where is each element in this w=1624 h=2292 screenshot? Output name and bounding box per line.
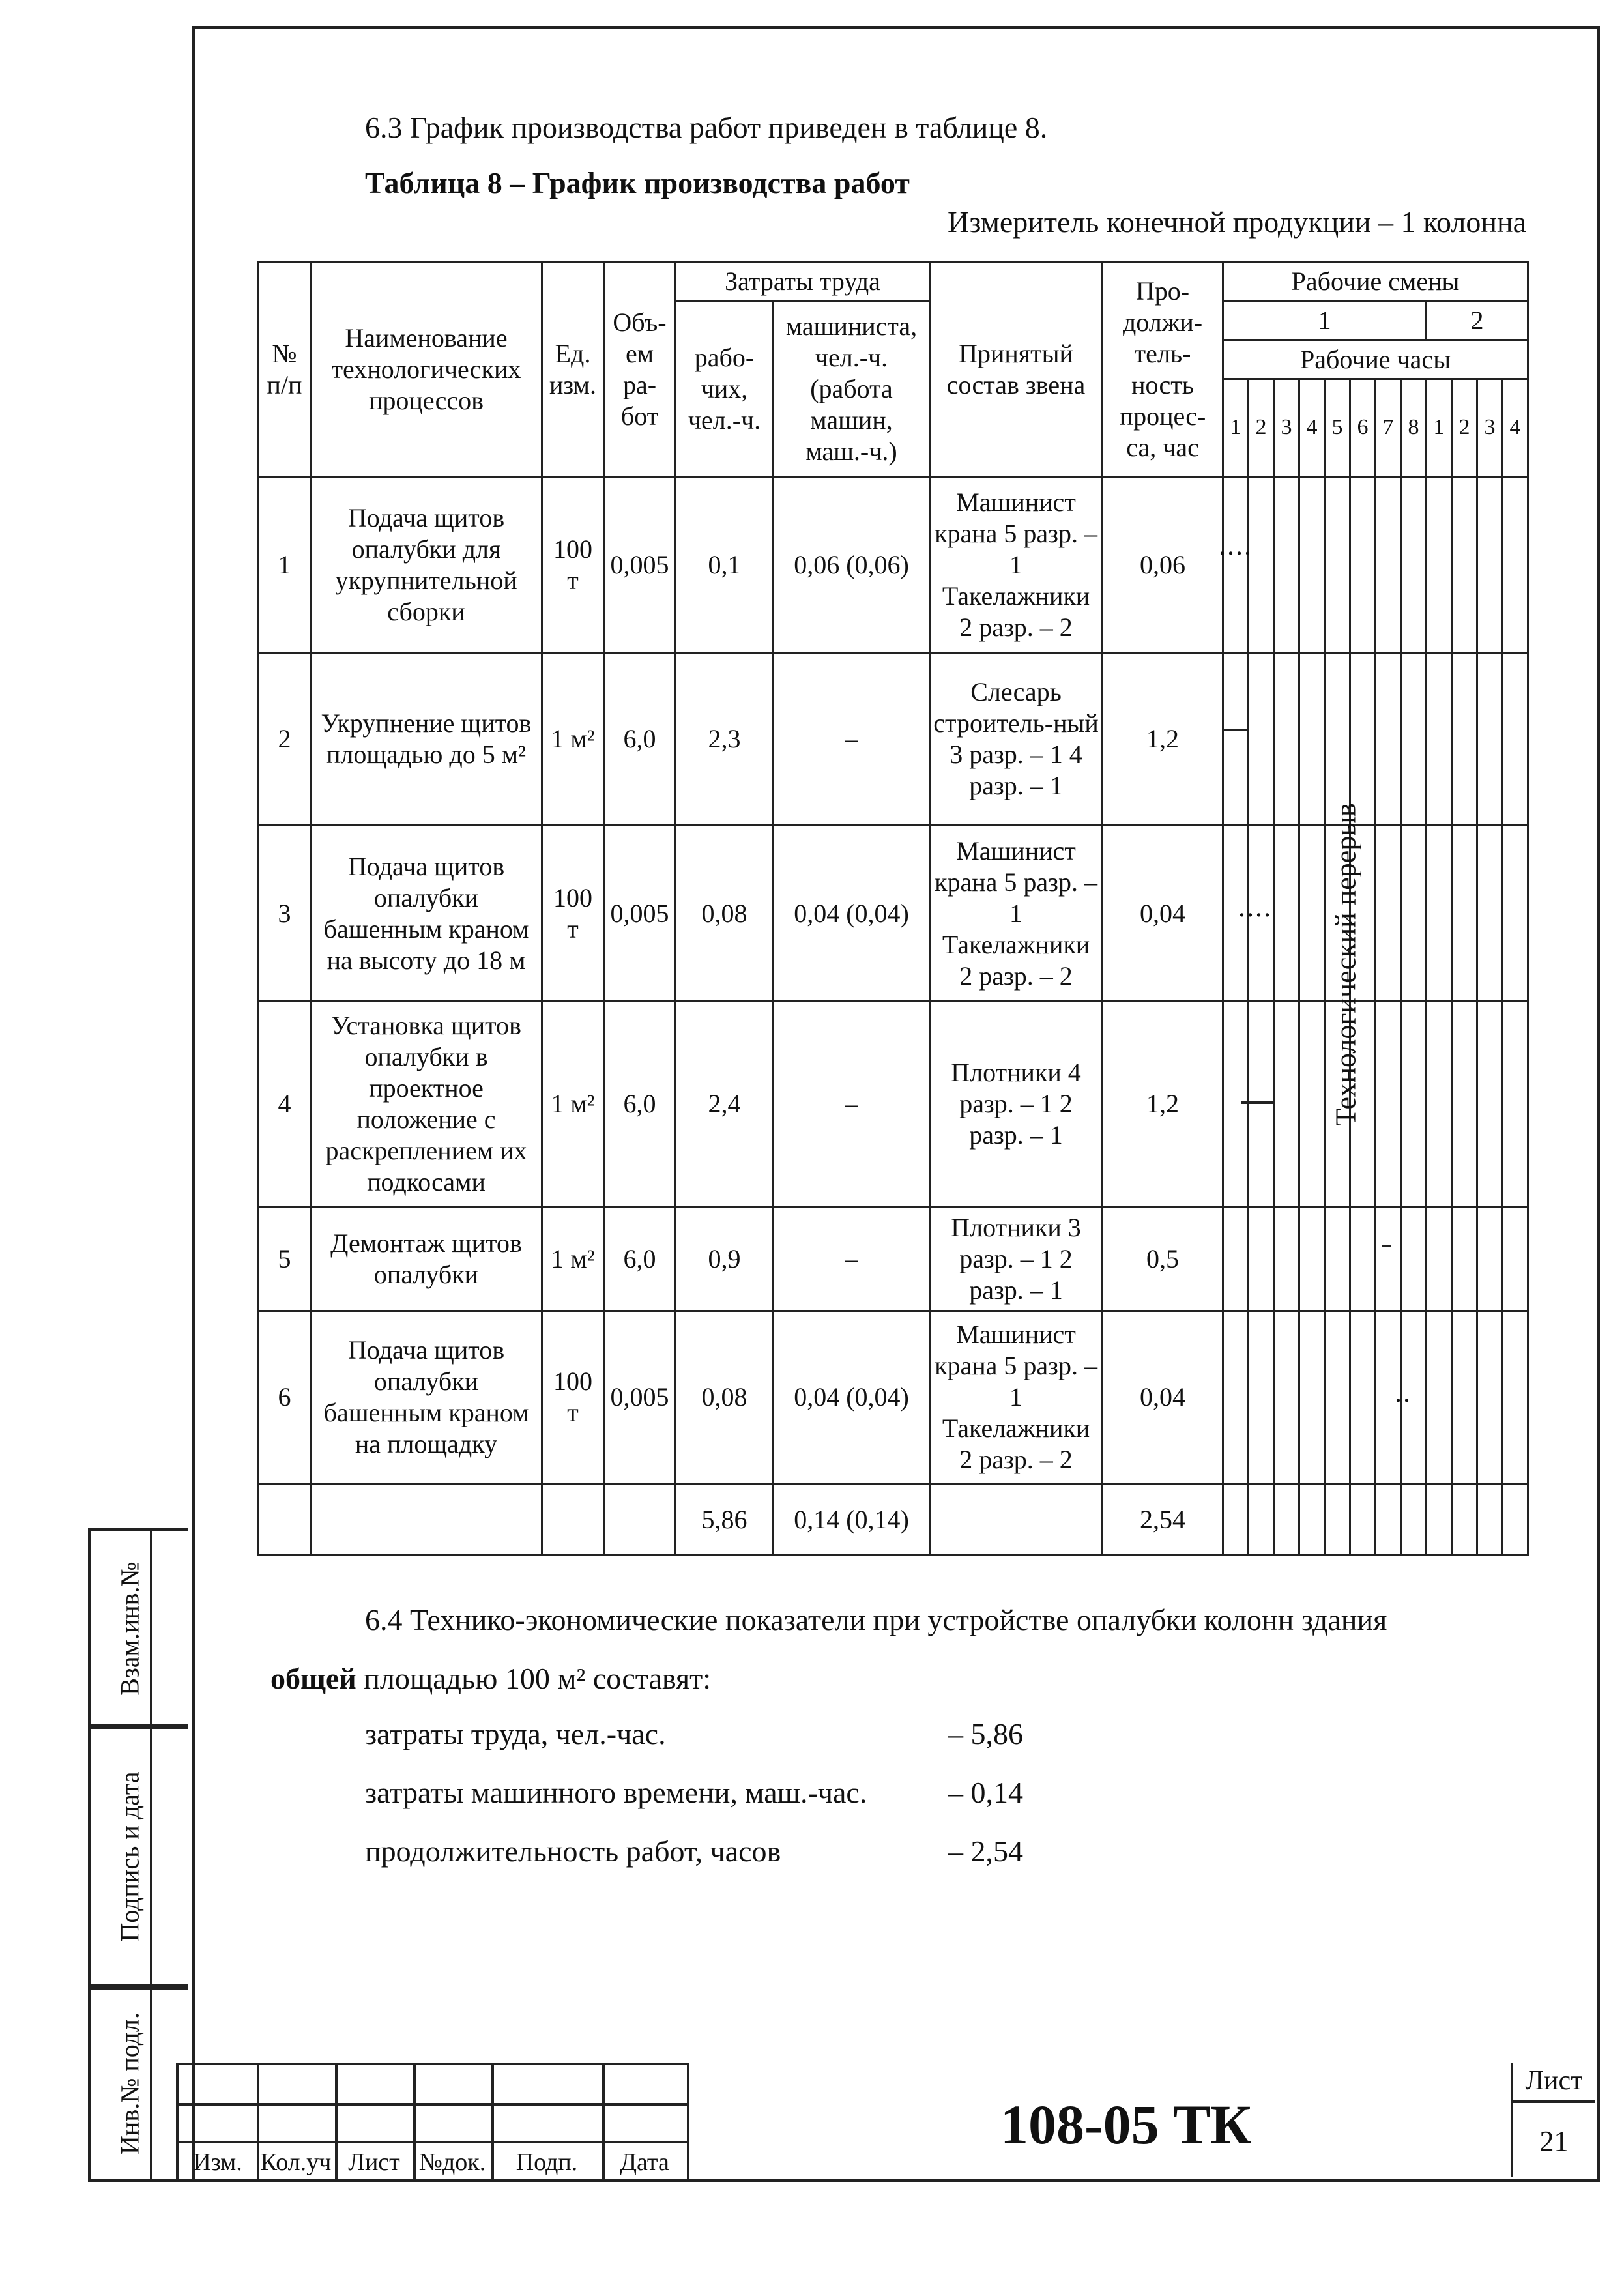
header-name: Наименование технологических процессов [311, 262, 542, 477]
side-label-sign: Подпись и дата [115, 1771, 145, 1942]
header-unit: Ед. изм. [542, 262, 604, 477]
stamp-label: Дата [620, 2149, 669, 2176]
hour-cell [1376, 477, 1401, 653]
volume: 0,005 [604, 477, 676, 653]
hour-cell [1274, 653, 1299, 826]
hour-cell [1401, 477, 1427, 653]
hour-label: 4 [1299, 379, 1325, 477]
hour-cell [1299, 477, 1325, 653]
hour-cell [1401, 826, 1427, 1002]
hour-cell [1299, 826, 1325, 1002]
hour-cell [1401, 1002, 1427, 1207]
hour-cell [1452, 477, 1477, 653]
hour-cell [1427, 1002, 1452, 1207]
hour-cell [1299, 1311, 1325, 1484]
summary-item-value: – 0,14 [948, 1776, 1023, 1809]
header-workers: рабо-чих, чел.-ч. [676, 301, 774, 477]
volume: 6,0 [604, 1002, 676, 1207]
hour-cell [1350, 1311, 1376, 1484]
duration: 0,06 [1103, 477, 1223, 653]
tech-break-label: Технологический перерыв [1329, 803, 1362, 1126]
hour-cell [1477, 826, 1503, 1002]
header-labor: Затраты труда [676, 262, 930, 301]
machinist-hours: – [774, 653, 930, 826]
hour-cell [1249, 653, 1274, 826]
stamp-label: Кол.уч [260, 2149, 332, 2176]
hour-cell [1477, 1207, 1503, 1311]
gantt-mark [1241, 1101, 1274, 1104]
duration: 0,04 [1103, 1311, 1223, 1484]
hour-label: 1 [1223, 379, 1249, 477]
hour-label: 1 [1427, 379, 1452, 477]
gantt-mark: .. [1395, 1376, 1412, 1408]
hour-cell [1325, 1207, 1350, 1311]
hour-cell [1452, 826, 1477, 1002]
hour-cell [1376, 1207, 1401, 1311]
stamp-label: №док. [418, 2149, 486, 2176]
table-title: Таблица 8 – График производства работ [365, 166, 910, 199]
hour-cell [1427, 1311, 1452, 1484]
hour-cell [1249, 1002, 1274, 1207]
summary-para-2-text: площадью 100 м² составят: [364, 1662, 712, 1695]
summary-para-1: 6.4 Технико-экономические показатели при устройстве опалубки колонн здания [365, 1603, 1387, 1636]
hour-cell [1350, 653, 1376, 826]
sheet-number: 21 [1539, 2125, 1569, 2157]
machinist-hours: – [774, 1002, 930, 1207]
hour-label: 3 [1477, 379, 1503, 477]
hour-cell [1274, 1207, 1299, 1311]
side-cell-sign [88, 1724, 188, 1990]
duration: 0,5 [1103, 1207, 1223, 1311]
workers-hours: 0,08 [676, 826, 774, 1002]
duration: 1,2 [1103, 1002, 1223, 1207]
crew: Слесарь строитель-ный 3 разр. – 1 4 разр. – 1 [930, 653, 1103, 826]
stamp-label: Изм. [193, 2149, 242, 2176]
process-name: Подача щитов опалубки башенным краном на высоту до 18 м [311, 826, 542, 1002]
hour-cell [1274, 477, 1299, 653]
hour-cell [1503, 1207, 1528, 1311]
total-duration: 2,54 [1103, 1484, 1223, 1556]
summary-item-value: – 2,54 [948, 1835, 1023, 1868]
hour-cell [1452, 1311, 1477, 1484]
row-number: 5 [259, 1207, 311, 1311]
hour-cell [1427, 653, 1452, 826]
hour-cell [1376, 653, 1401, 826]
side-label-replace: Взам.инв.№ [115, 1561, 145, 1696]
side-cell-inv [88, 1984, 188, 2182]
unit: 100 т [542, 477, 604, 653]
volume: 6,0 [604, 1207, 676, 1311]
sheet-box [1511, 2063, 1595, 2177]
hour-cell [1299, 1207, 1325, 1311]
stamp-label: Лист [348, 2149, 400, 2176]
hour-cell [1223, 1311, 1249, 1484]
table-row [259, 1207, 1528, 1311]
header-crew: Принятый состав звена [930, 262, 1103, 477]
hour-cell [1223, 1207, 1249, 1311]
hour-cell [1249, 1207, 1274, 1311]
process-name: Укрупнение щитов площадью до 5 м² [311, 653, 542, 826]
crew: Машинист крана 5 разр. – 1 Такелажники 2 разр. – 2 [930, 477, 1103, 653]
hour-cell [1477, 653, 1503, 826]
hour-cell [1503, 826, 1528, 1002]
row-number: 4 [259, 1002, 311, 1207]
hour-cell [1274, 826, 1299, 1002]
duration: 0,04 [1103, 826, 1223, 1002]
summary-bold-word: общей [270, 1662, 356, 1695]
gantt-mark [1222, 729, 1248, 731]
summary-para-2 [270, 1662, 711, 1696]
volume: 6,0 [604, 653, 676, 826]
intro-text: 6.3 График производства работ приведен в таблице 8. [365, 111, 1048, 144]
header-shifts: Рабочие смены [1223, 262, 1528, 301]
hour-label: 5 [1325, 379, 1350, 477]
hour-cell [1249, 1311, 1274, 1484]
hour-label: 4 [1503, 379, 1528, 477]
unit: 1 м² [542, 653, 604, 826]
hour-cell [1503, 653, 1528, 826]
hour-cell [1427, 477, 1452, 653]
machinist-hours: 0,06 (0,06) [774, 477, 930, 653]
hour-cell [1477, 1002, 1503, 1207]
header-shift-1: 1 [1223, 301, 1427, 340]
workers-hours: 0,08 [676, 1311, 774, 1484]
summary-item-value: – 5,86 [948, 1717, 1023, 1750]
document-code: 108-05 ТК [1000, 2093, 1251, 2156]
hour-cell [1452, 1207, 1477, 1311]
unit: 1 м² [542, 1002, 604, 1207]
hour-cell [1427, 1207, 1452, 1311]
stamp-grid [176, 2063, 689, 2182]
crew: Машинист крана 5 разр. – 1 Такелажники 2 разр. – 2 [930, 826, 1103, 1002]
hour-cell [1401, 1207, 1427, 1311]
summary-item-label: затраты машинного времени, маш.-час. [365, 1776, 867, 1809]
hour-label: 7 [1376, 379, 1401, 477]
machinist-hours: 0,04 (0,04) [774, 1311, 930, 1484]
hour-cell [1477, 1311, 1503, 1484]
hour-cell [1376, 1002, 1401, 1207]
workers-hours: 0,9 [676, 1207, 774, 1311]
hour-cell [1223, 1002, 1249, 1207]
totals-row [259, 1484, 1528, 1556]
hour-label: 8 [1401, 379, 1427, 477]
hour-cell [1401, 653, 1427, 826]
crew: Машинист крана 5 разр. – 1 Такелажники 2 разр. – 2 [930, 1311, 1103, 1484]
process-name: Установка щитов опалубки в проектное положение с раскреплением их подкосами [311, 1002, 542, 1207]
hour-cell [1503, 477, 1528, 653]
header-shift-2: 2 [1427, 301, 1528, 340]
hour-cell [1325, 477, 1350, 653]
workers-hours: 0,1 [676, 477, 774, 653]
gantt-mark: .... [1238, 891, 1272, 923]
hour-cell [1299, 1002, 1325, 1207]
summary-item-label: затраты труда, чел.-час. [365, 1717, 666, 1750]
gantt-mark: .... [1219, 529, 1253, 561]
header-volume: Объ-ем ра-бот [604, 262, 676, 477]
title-block [176, 2063, 1595, 2177]
table-row [259, 1311, 1528, 1484]
crew: Плотники 4 разр. – 1 2 разр. – 1 [930, 1002, 1103, 1207]
header-machinist: машиниста, чел.-ч. (работа машин, маш.-ч.) [774, 301, 930, 477]
hour-label: 6 [1350, 379, 1376, 477]
hour-cell [1274, 1311, 1299, 1484]
crew: Плотники 3 разр. – 1 2 разр. – 1 [930, 1207, 1103, 1311]
workers-hours: 2,4 [676, 1002, 774, 1207]
volume: 0,005 [604, 826, 676, 1002]
sheet-label: Лист [1525, 2066, 1583, 2096]
hour-cell [1376, 826, 1401, 1002]
header-duration: Про-должи-тель-ность процес-са, час [1103, 262, 1223, 477]
hour-cell [1223, 653, 1249, 826]
process-name: Подача щитов опалубки башенным краном на площадку [311, 1311, 542, 1484]
machinist-hours: 0,04 (0,04) [774, 826, 930, 1002]
total-workers: 5,86 [676, 1484, 774, 1556]
summary-item-label: продолжительность работ, часов [365, 1835, 781, 1868]
hour-cell [1223, 477, 1249, 653]
unit: 1 м² [542, 1207, 604, 1311]
duration: 1,2 [1103, 653, 1223, 826]
hour-cell [1325, 1311, 1350, 1484]
process-name: Демонтаж щитов опалубки [311, 1207, 542, 1311]
hour-cell [1299, 653, 1325, 826]
hour-cell [1325, 653, 1350, 826]
hour-cell [1350, 477, 1376, 653]
table-row [259, 477, 1528, 653]
row-number: 6 [259, 1311, 311, 1484]
header-hours: Рабочие часы [1223, 340, 1528, 379]
hour-label: 2 [1249, 379, 1274, 477]
hour-cell [1274, 1002, 1299, 1207]
row-number: 1 [259, 477, 311, 653]
unit: 100 т [542, 826, 604, 1002]
unit: 100 т [542, 1311, 604, 1484]
hour-cell [1249, 477, 1274, 653]
side-cell-replace [88, 1528, 188, 1729]
side-label-inv: Инв.№ подл. [115, 2012, 145, 2154]
hour-label: 2 [1452, 379, 1477, 477]
hour-cell [1350, 1207, 1376, 1311]
row-number: 2 [259, 653, 311, 826]
volume: 0,005 [604, 1311, 676, 1484]
total-machinist: 0,14 (0,14) [774, 1484, 930, 1556]
hour-label: 3 [1274, 379, 1299, 477]
row-number: 3 [259, 826, 311, 1002]
measure-unit: Измеритель конечной продукции – 1 колонна [947, 205, 1526, 239]
hour-cell [1503, 1002, 1528, 1207]
machinist-hours: – [774, 1207, 930, 1311]
hour-cell [1452, 1002, 1477, 1207]
table-row [259, 653, 1528, 826]
workers-hours: 2,3 [676, 653, 774, 826]
gantt-mark [1382, 1245, 1391, 1247]
hour-cell [1503, 1311, 1528, 1484]
hour-cell [1452, 653, 1477, 826]
hour-cell [1427, 826, 1452, 1002]
process-name: Подача щитов опалубки для укрупнительной сборки [311, 477, 542, 653]
hour-cell [1477, 477, 1503, 653]
header-num: № п/п [259, 262, 311, 477]
stamp-label: Подп. [515, 2149, 578, 2176]
